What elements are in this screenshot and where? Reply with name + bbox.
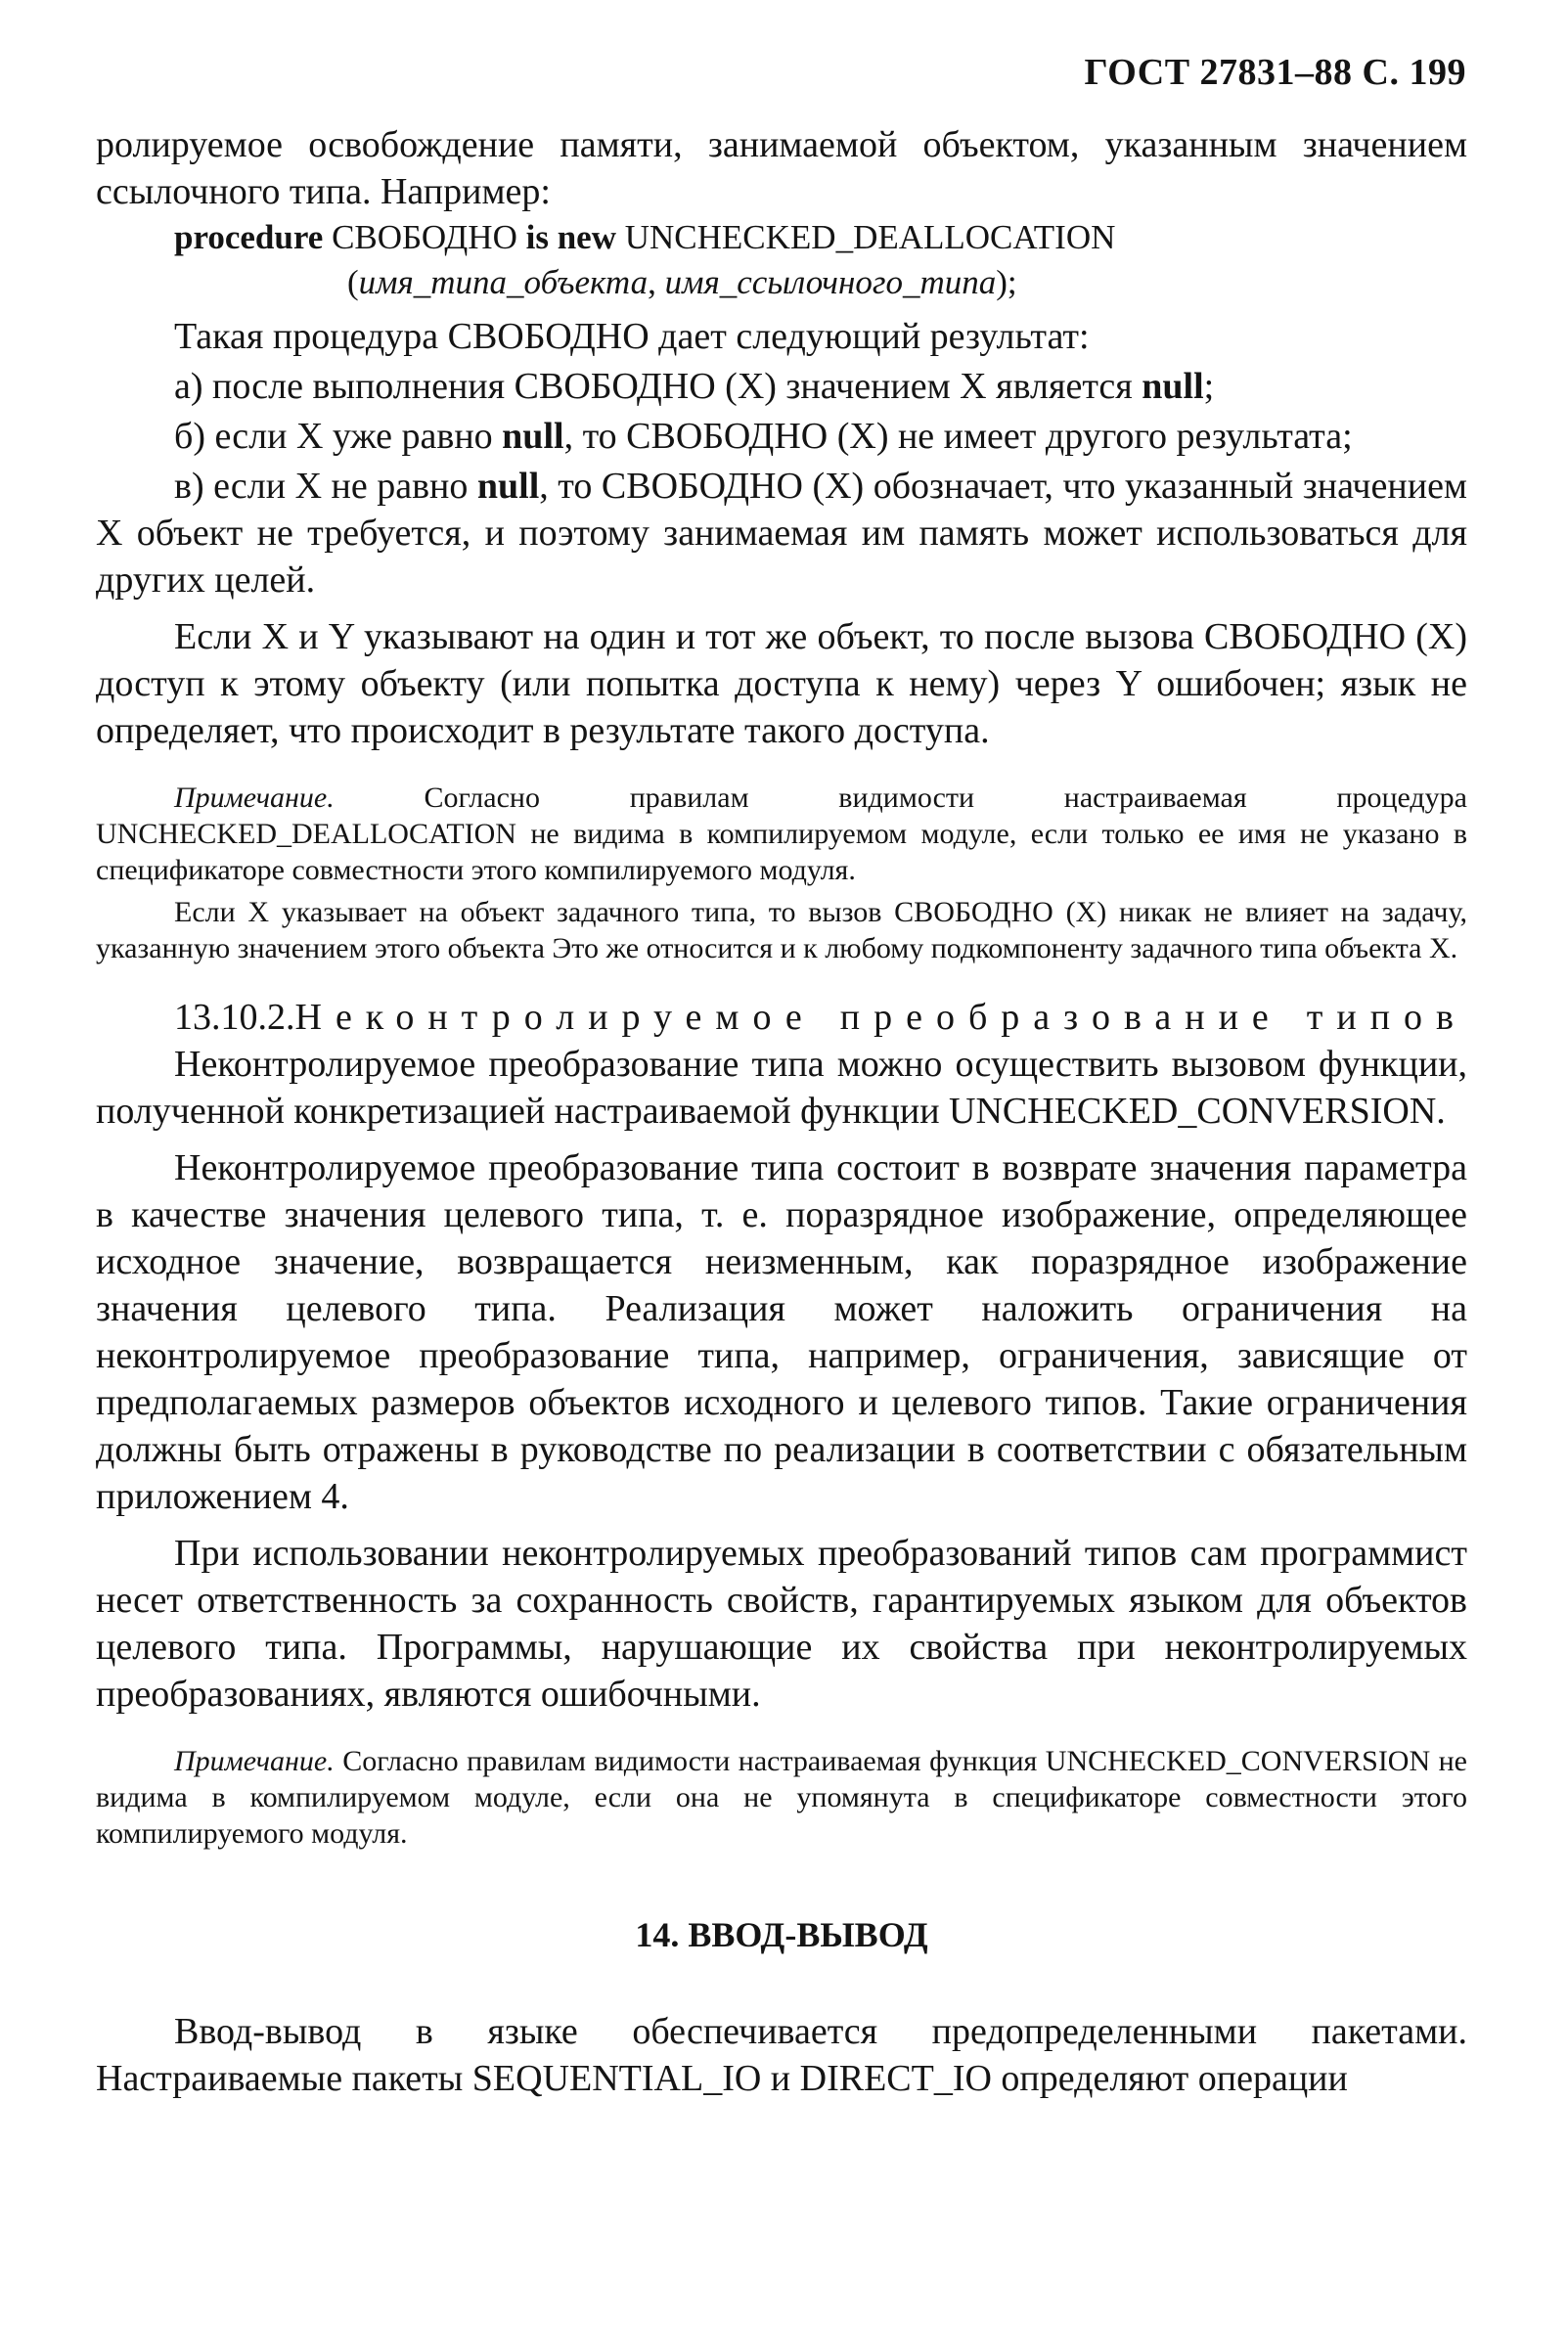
subsection-heading — [96, 994, 1467, 1041]
note-conversion — [96, 1743, 1467, 1852]
paragraph-io-intro: Ввод-вывод в языке обеспечивается предопределенными пакетами. Настраиваемые пакеты SEQUENTIAL_IO и DIRECT_IO определяют операции — [96, 2011, 1467, 2099]
list-item-c — [96, 463, 1467, 604]
code-close-paren: ); — [996, 263, 1017, 301]
code-keyword-new: new — [548, 218, 625, 256]
code-line-arguments — [96, 260, 1467, 305]
code-line-declaration — [96, 215, 1467, 260]
paragraph-conversion-intro: Неконтролируемое преобразование типа можно осуществить вызовом функции, полученной конкретизацией настраиваемой функции UNCHECKED_CONVERSION. — [96, 1044, 1467, 1132]
code-keyword-is: is — [525, 218, 549, 256]
list-item-a-text: а) после выполнения СВОБОДНО (X) значением X является — [174, 366, 1142, 407]
note-text: Согласно правилам видимости настраиваемая процедура UNCHECKED_DEALLOCATION не видима в компилируемом модуле, если только ее имя не указано в спецификаторе совместности этого компилируемого модуля. — [96, 782, 1467, 886]
list-item-b-tail: , то СВОБОДНО (X) не имеет другого результата; — [563, 416, 1353, 457]
page-header: ГОСТ 27831–88 С. 199 — [1084, 52, 1466, 93]
list-item-c-tail: , то СВОБОДНО (X) обозначает, что указанный значением X объект не требуется, и поэтому занимаемая им память может использоваться для других целей. — [96, 466, 1467, 601]
subsection-title: Неконтролируемое преобразование типов — [294, 997, 1467, 1038]
note-label: Примечание. — [174, 782, 335, 814]
section-heading: 14. ВВОД-ВЫВОД — [635, 1915, 928, 1954]
code-example — [96, 215, 1467, 305]
paragraph-aliasing: Если X и Y указывают на один и тот же объект, то после вызова СВОБОДНО (X) доступ к этому объекту (или попытка доступа к нему) через Y ошибочен; язык не определяет, что происходит в результате такого доступа. — [96, 616, 1467, 751]
list-item-c-keyword: null — [476, 466, 540, 507]
list-item-c-text: в) если X не равно — [174, 466, 477, 507]
paragraph-continuation: ролируемое освобождение памяти, занимаемой объектом, указанным значением ссылочного типа. Например: — [96, 124, 1467, 212]
code-comma: , — [648, 263, 665, 301]
code-keyword-procedure: procedure — [174, 218, 324, 256]
list-item-b-text: б) если X уже равно — [174, 416, 503, 457]
note-task-object: Если X указывает на объект задачного типа, то вызов СВОБОДНО (X) никак не влияет на задачу, указанную значением этого объекта Это же относится и к любому подкомпоненту задачного типа объекта X. — [96, 896, 1467, 964]
list-item-b — [96, 413, 1467, 460]
code-arg-object-type: имя_типа_объекта — [358, 263, 649, 301]
paragraph-programmer-responsibility: При использовании неконтролируемых преобразований типов сам программист несет ответственность за сохранность свойств, гарантируемых языком для объектов целевого типа. Программы, нарушающие их свойства при неконтролируемых преобразованиях, являются ошибочными. — [96, 1533, 1467, 1715]
note-label: Примечание. — [174, 1745, 335, 1777]
list-item-a-tail: ; — [1203, 366, 1215, 407]
paragraph-result-intro: Такая процедура СВОБОДНО дает следующий результат: — [174, 316, 1090, 357]
code-arg-access-type: имя_ссылочного_типа — [664, 263, 997, 301]
subsection-number: 13.10.2. — [174, 997, 295, 1038]
list-item-a-keyword: null — [1142, 366, 1204, 407]
list-item-a — [96, 363, 1467, 410]
note-text: Согласно правилам видимости настраиваемая функция UNCHECKED_CONVERSION не видима в компилируемом модуле, если она не упомянута в спецификаторе совместности этого компилируемого модуля. — [96, 1745, 1467, 1850]
code-generic-name: UNCHECKED_DEALLOCATION — [624, 218, 1116, 256]
paragraph-conversion-detail: Неконтролируемое преобразование типа состоит в возврате значения параметра в качестве значения целевого типа, т. е. поразрядное изображение, определяющее исходное значение, возвращается неизменным, как поразрядное изображение значения целевого типа. Реализация может наложить ограничения на неконтролируемое преобразование типа, например, ограничения, зависящие от предполагаемых размеров объектов исходного и целевого типов. Такие ограничения должны быть отражены в руководстве по реализации в соответствии с обязательным приложением 4. — [96, 1147, 1467, 1517]
code-open-paren: ( — [347, 263, 359, 301]
code-procedure-name: СВОБОДНО — [323, 218, 526, 256]
page-content — [96, 121, 1467, 2102]
note-deallocation — [96, 780, 1467, 888]
list-item-b-keyword: null — [502, 416, 564, 457]
